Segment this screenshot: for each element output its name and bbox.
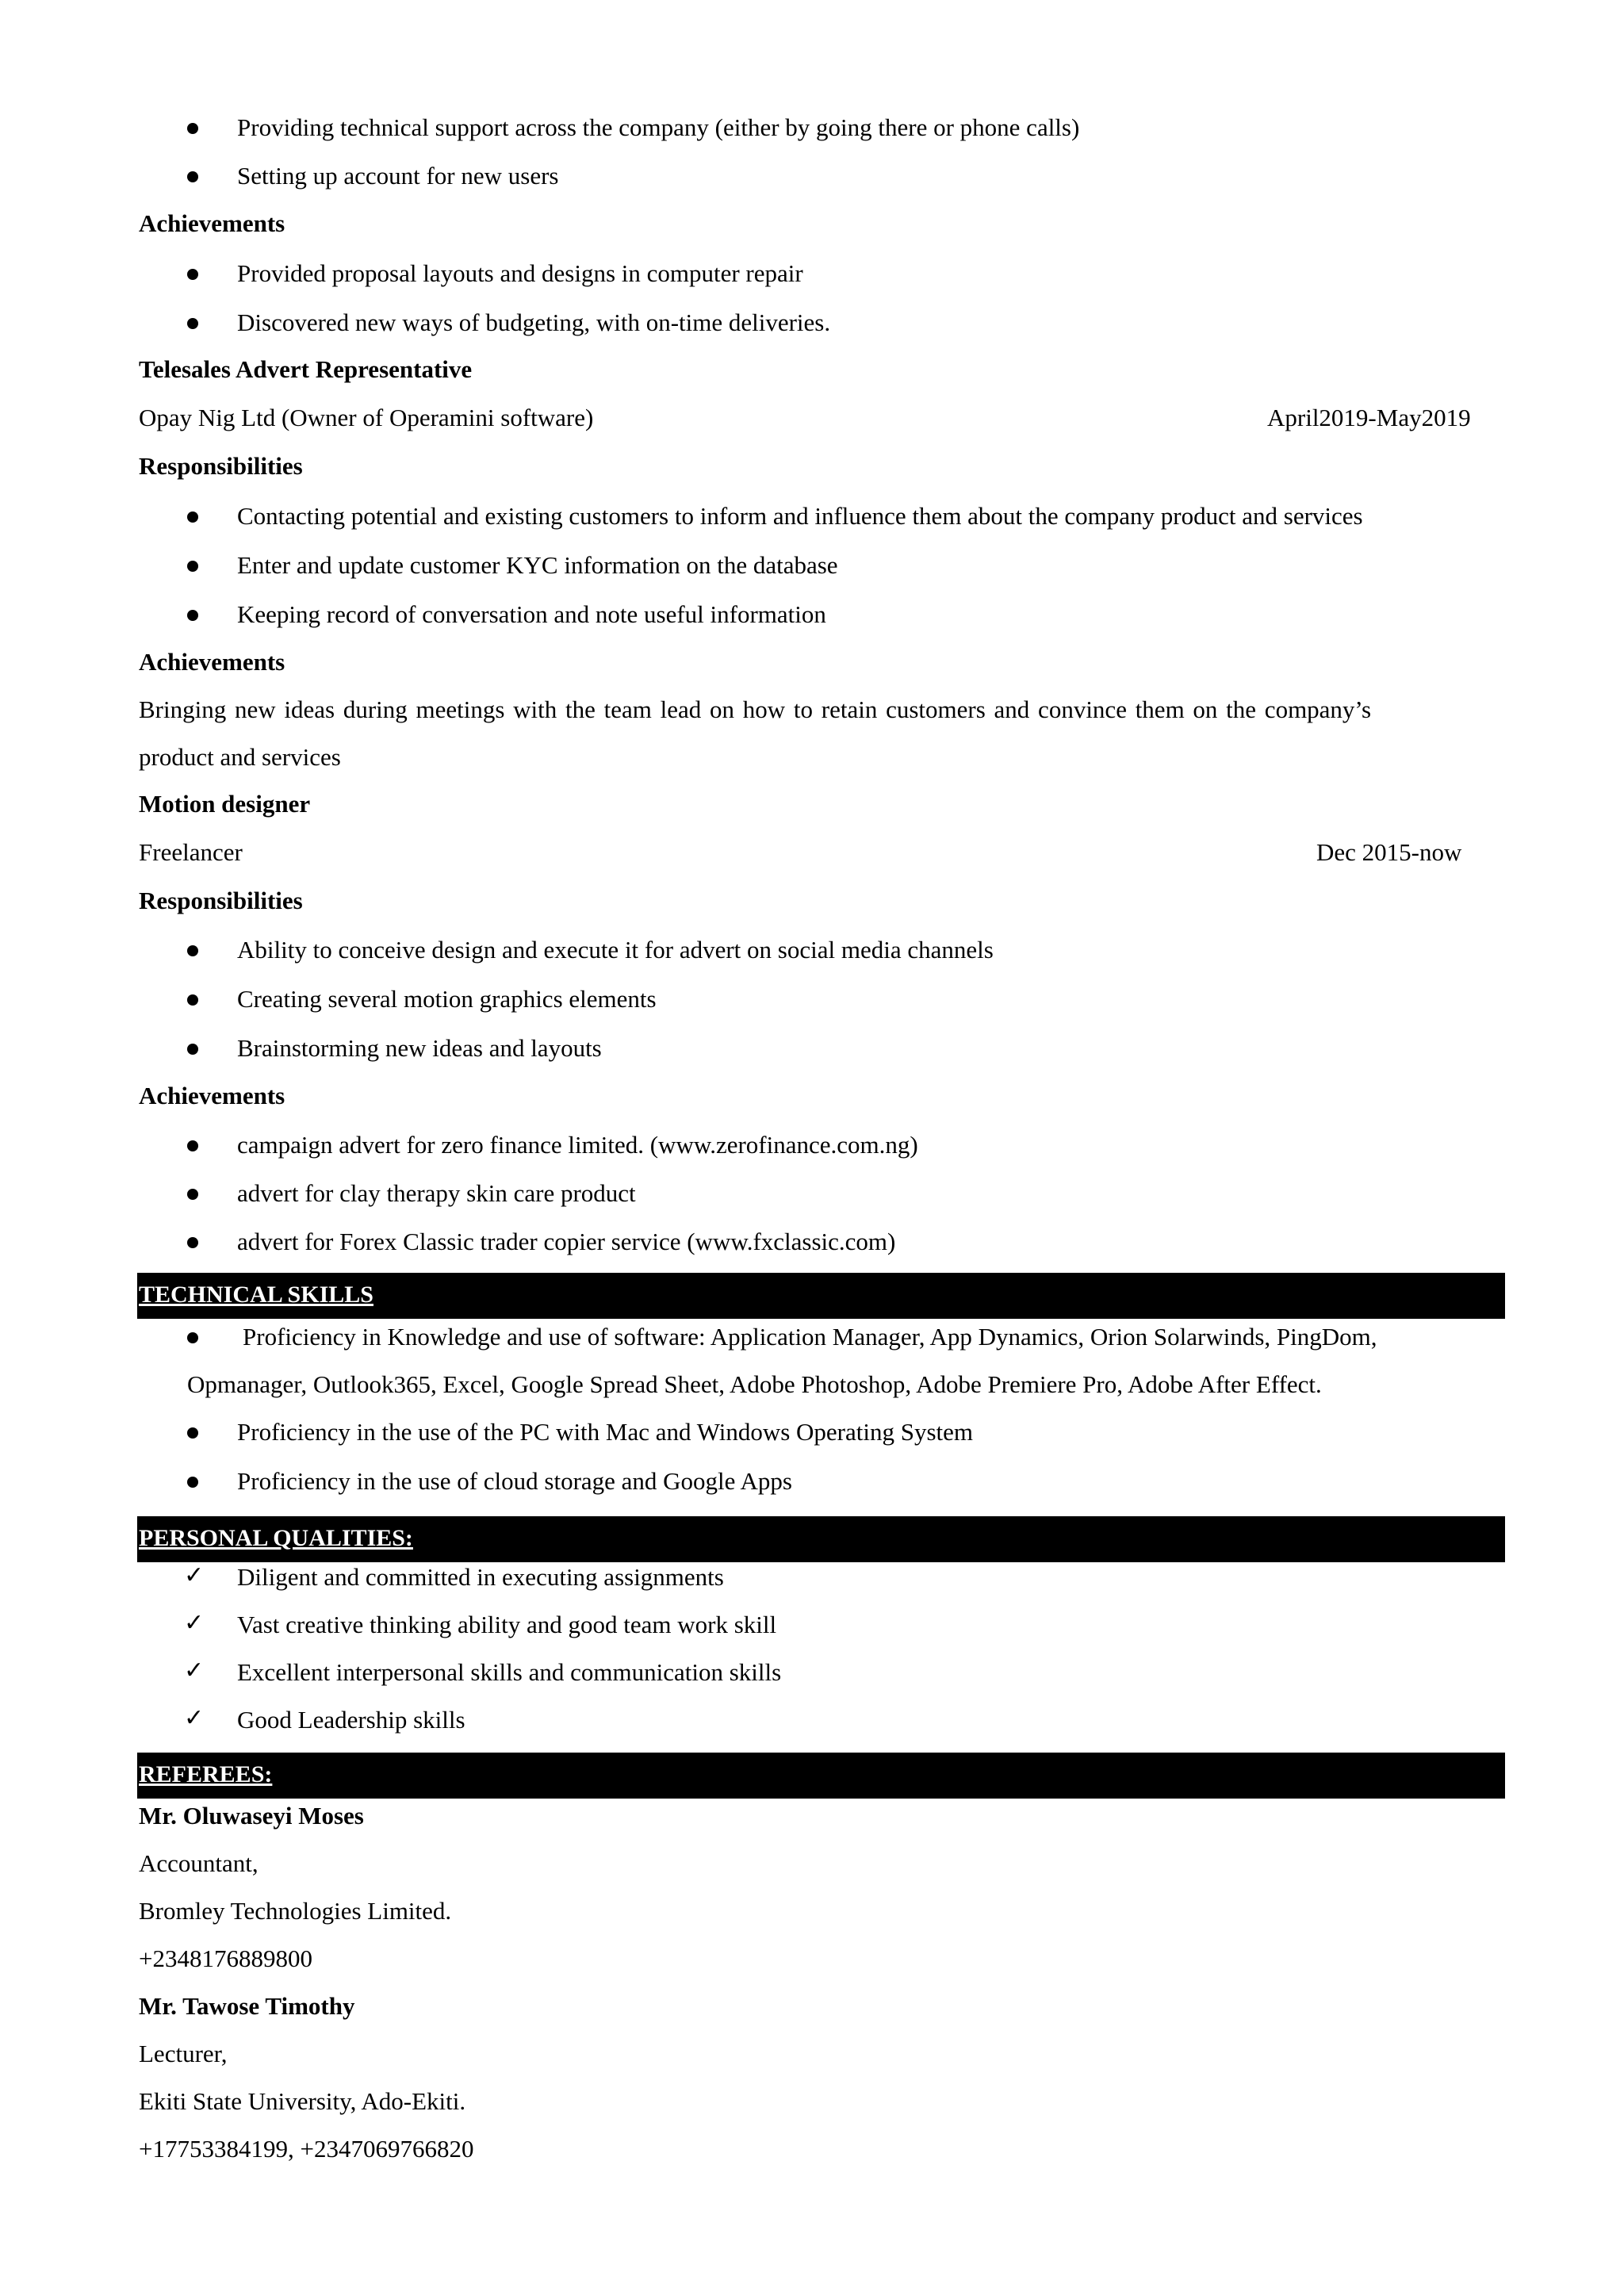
bullet-icon bbox=[187, 1427, 198, 1439]
job-title: Motion designer bbox=[139, 790, 311, 818]
list-item: Creating several motion graphics elements bbox=[237, 985, 657, 1013]
bullet-icon bbox=[187, 1189, 198, 1200]
bullet-icon bbox=[187, 269, 198, 280]
bullet-icon bbox=[187, 511, 198, 523]
bullet-icon bbox=[187, 1044, 198, 1055]
skill-text: Opmanager, Outlook365, Excel, Google Spread Sheet, Adobe Photoshop, Adobe Premiere Pro, Adobe After Effect. bbox=[187, 1370, 1322, 1398]
job-dates: April2019-May2019 bbox=[1267, 404, 1471, 431]
job-title: Telesales Advert Representative bbox=[139, 355, 473, 383]
list-item: Setting up account for new users bbox=[237, 162, 559, 190]
list-item: Discovered new ways of budgeting, with on-time deliveries. bbox=[237, 308, 831, 336]
section-heading: TECHNICAL SKILLS bbox=[139, 1282, 373, 1308]
list-item: Keeping record of conversation and note useful information bbox=[237, 600, 826, 628]
checkmark-icon: ✓ bbox=[184, 1704, 205, 1732]
list-item: advert for clay therapy skin care product bbox=[237, 1179, 636, 1207]
responsibilities-label: Responsibilities bbox=[139, 452, 303, 480]
list-item: advert for Forex Classic trader copier service (www.fxclassic.com) bbox=[237, 1228, 896, 1255]
quality-item: Excellent interpersonal skills and communication skills bbox=[237, 1658, 782, 1686]
quality-item: Diligent and committed in executing assignments bbox=[237, 1563, 724, 1591]
skill-text: Proficiency in Knowledge and use of software: Application Manager, App Dynamics, Orion Solarwinds, PingDom, bbox=[243, 1323, 1377, 1351]
responsibilities-label: Responsibilities bbox=[139, 887, 303, 914]
section-heading: REFEREES: bbox=[139, 1761, 273, 1787]
skill-text: Proficiency in the use of cloud storage and Google Apps bbox=[237, 1467, 792, 1495]
quality-item: Vast creative thinking ability and good team work skill bbox=[237, 1611, 777, 1638]
referee-phone: +2348176889800 bbox=[139, 1944, 312, 1972]
bullet-icon bbox=[187, 171, 198, 182]
bullet-icon bbox=[187, 561, 198, 572]
referee-organization: Ekiti State University, Ado-Ekiti. bbox=[139, 2087, 466, 2115]
bullet-icon bbox=[187, 1477, 198, 1488]
checkmark-icon: ✓ bbox=[184, 1609, 205, 1637]
skill-text: Proficiency in the use of the PC with Mac and Windows Operating System bbox=[237, 1418, 974, 1446]
company-name: Freelancer bbox=[139, 838, 243, 866]
bullet-icon bbox=[187, 1237, 198, 1248]
bullet-icon bbox=[187, 610, 198, 621]
company-name: Opay Nig Ltd (Owner of Operamini software) bbox=[139, 404, 594, 431]
list-item: Contacting potential and existing customers to inform and influence them about the company product and services bbox=[237, 502, 1363, 530]
list-item: Brainstorming new ideas and layouts bbox=[237, 1034, 602, 1062]
achievements-label: Achievements bbox=[139, 209, 285, 237]
referee-name: Mr. Tawose Timothy bbox=[139, 1992, 355, 2020]
list-item: campaign advert for zero finance limited. (www.zerofinance.com.ng) bbox=[237, 1131, 918, 1159]
achievement-text: product and services bbox=[139, 743, 341, 771]
referee-name: Mr. Oluwaseyi Moses bbox=[139, 1802, 364, 1829]
achievements-label: Achievements bbox=[139, 648, 285, 676]
list-item: Ability to conceive design and execute it for advert on social media channels bbox=[237, 936, 994, 964]
referee-phone: +17753384199, +2347069766820 bbox=[139, 2135, 474, 2163]
achievements-label: Achievements bbox=[139, 1082, 285, 1109]
section-heading: PERSONAL QUALITIES: bbox=[139, 1525, 413, 1551]
quality-item: Good Leadership skills bbox=[237, 1706, 465, 1734]
checkmark-icon: ✓ bbox=[184, 1657, 205, 1684]
referee-role: Accountant, bbox=[139, 1849, 259, 1877]
referee-organization: Bromley Technologies Limited. bbox=[139, 1897, 452, 1925]
list-item: Provided proposal layouts and designs in computer repair bbox=[237, 259, 803, 287]
achievement-text: Bringing new ideas during meetings with the team lead on how to retain customers and convince them on the company’s bbox=[139, 695, 1372, 723]
section-header-personal-qualities bbox=[137, 1516, 1505, 1562]
bullet-icon bbox=[187, 123, 198, 134]
checkmark-icon: ✓ bbox=[184, 1561, 205, 1589]
list-item: Enter and update customer KYC information on the database bbox=[237, 551, 838, 579]
bullet-icon bbox=[187, 318, 198, 329]
list-item: Providing technical support across the company (either by going there or phone calls) bbox=[237, 113, 1080, 141]
bullet-icon bbox=[187, 994, 198, 1006]
bullet-icon bbox=[187, 945, 198, 956]
job-dates: Dec 2015-now bbox=[1316, 838, 1462, 866]
bullet-icon bbox=[187, 1140, 198, 1151]
bullet-icon bbox=[187, 1332, 198, 1343]
section-header-referees bbox=[137, 1753, 1505, 1799]
referee-role: Lecturer, bbox=[139, 2040, 228, 2067]
section-header-technical-skills bbox=[137, 1273, 1505, 1319]
